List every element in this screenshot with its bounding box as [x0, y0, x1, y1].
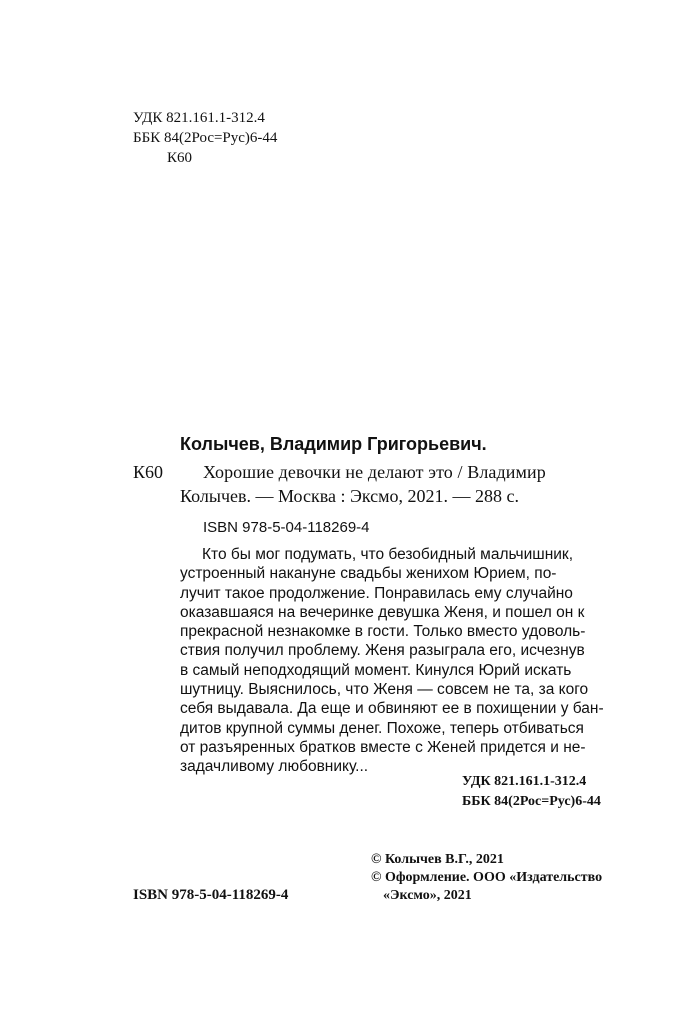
author-sign: К60: [167, 150, 193, 166]
annotation-line: задачливому любовнику...: [180, 758, 369, 776]
copyright-author: © Колычев В.Г., 2021: [371, 852, 504, 867]
annotation-line: Кто бы мог подумать, что безобидный мальчишник,: [202, 546, 574, 563]
annotation-line: оказавшаяся на вечеринке девушка Женя, и пошел он к: [180, 603, 585, 621]
author-heading: Колычев, Владимир Григорьевич.: [180, 434, 487, 454]
annotation-line: ствия получил проблему. Женя разыграла его, исчезнув: [180, 642, 585, 660]
annotation-line: дитов крупной суммы денег. Похоже, теперь отбиваться: [180, 719, 584, 737]
copyright-design: © Оформление. ООО «Издательство: [371, 870, 603, 885]
copyright-design-cont: «Эксмо», 2021: [383, 888, 472, 903]
annotation-line: прекрасной незнакомке в гости. Только вместо удоволь-: [180, 623, 586, 641]
annotation-line: себя выдавала. Да еще и обвиняют ее в похищении у бан-: [180, 700, 604, 718]
annotation-paragraph: [180, 545, 610, 777]
annotation-line: устроенный накануне свадьбы женихом Юрием, по-: [180, 565, 557, 583]
title-line-1: Хорошие девочки не делают это / Владимир: [203, 462, 546, 482]
annotation-line: в самый неподходящий момент. Кинулся Юрий искать: [180, 661, 572, 679]
bbk-code: ББК 84(2Рос=Рус)6-44: [133, 130, 278, 146]
udk-code: УДК 821.161.1-312.4: [133, 110, 265, 126]
isbn-bottom: ISBN 978-5-04-118269-4: [133, 887, 289, 903]
isbn-record: ISBN 978-5-04-118269-4: [203, 519, 370, 536]
author-sign-margin: К60: [133, 462, 164, 482]
udk-code-bottom: УДК 821.161.1-312.4: [462, 774, 587, 789]
annotation-line: шутницу. Выяснилось, что Женя — совсем не та, за кого: [180, 681, 589, 699]
bbk-code-bottom: ББК 84(2Рос=Рус)6-44: [462, 794, 601, 809]
annotation-line: от разъяренных братков вместе с Женей придется и не-: [180, 738, 586, 756]
title-line-2: Колычев. — Москва : Эксмо, 2021. — 288 с.: [180, 486, 520, 506]
annotation-line: лучит такое продолжение. Понравилась ему случайно: [180, 584, 573, 602]
